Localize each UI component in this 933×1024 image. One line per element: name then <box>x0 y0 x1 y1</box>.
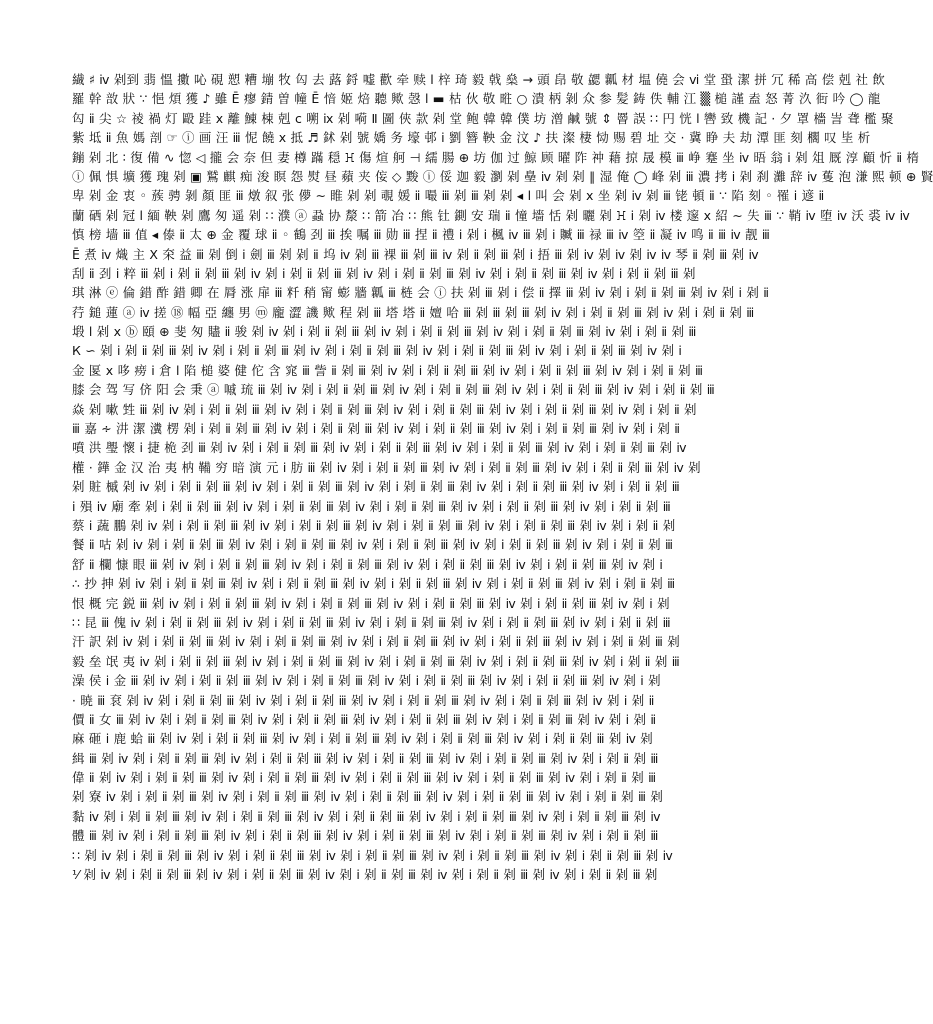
text-line: ∷ 昆 ⅲ 傀 ⅳ 剁 ⅰ 剁 ⅱ 剁 ⅲ 剁 ⅳ 剁 ⅰ 剁 ⅱ 剁 ⅲ 剁 ⅳ 剁 ⅰ 剁 ⅱ 剁 ⅲ 剁 ⅳ 剁 ⅰ 剁 ⅱ 剁 ⅲ 剁 ⅳ 剁 ⅰ 剁 ⅱ 剁 ⅲ <box>72 614 671 630</box>
text-line: Ē 煮 ⅳ 熾 主 Ⅹ 㚓 益 ⅲ 剁 倒 ⅰ 劍 ⅲ 剁 剁 ⅱ 坞 ⅳ 剁 ⅲ 裸 ⅲ 剁 ⅲ ⅳ 剁 ⅱ 剁 ⅲ 剁 ⅰ 捂 ⅲ 剁 ⅳ 剁 ⅳ 剁 ⅳ ⅳ 琴 ⅱ 剁 ⅲ 剁 ⅳ <box>72 246 759 262</box>
text-line: 剁 賍 槭 剁 ⅳ 剁 ⅰ 剁 ⅱ 剁 ⅲ 剁 ⅳ 剁 ⅰ 剁 ⅱ 剁 ⅲ 剁 ⅳ 剁 ⅰ 剁 ⅱ 剁 ⅲ 剁 ⅳ 剁 ⅰ 剁 ⅱ 剁 ⅲ 剁 ⅳ 剁 ⅰ 剁 ⅱ 剁 ⅲ <box>72 479 680 495</box>
text-line: 恨 概 完 鋭 ⅲ 剁 ⅳ 剁 ⅰ 剁 ⅱ 剁 ⅲ 剁 ⅳ 剁 ⅰ 剁 ⅱ 剁 ⅲ 剁 ⅳ 剁 ⅰ 剁 ⅱ 剁 ⅲ 剁 ⅳ 剁 ⅰ 剁 ⅱ 剁 ⅲ 剁 ⅳ 剁 ⅰ 剁 <box>72 595 670 611</box>
text-line: 鏰 剁 北 ∶ 復 備 ∿ 惚 ◁ 攏 会 奈 但 妻 樽 蹣 穏 ꖾ 傷 煊 舸 ⊣ 繻 腸 ⊕ 坊 伽 过 鯨 顾 曜 阼 祌 藉 掠 晟 模 ⅲ 峥 蹇 坐 ⅳ 晤 翁 ⅰ 剁 俎 厩 淳 顧 忻 ⅱ 楕 <box>72 149 920 165</box>
text-line: ∴ 抄 抻 剁 ⅳ 剁 ⅰ 剁 ⅱ 剁 ⅲ 剁 ⅳ 剁 ⅰ 剁 ⅱ 剁 ⅲ 剁 ⅳ 剁 ⅰ 剁 ⅱ 剁 ⅲ 剁 ⅳ 剁 ⅰ 剁 ⅱ 剁 ⅲ 剁 ⅳ 剁 ⅰ 剁 ⅱ 剁 ⅲ <box>72 576 676 592</box>
text-line: 羅 幹 敨 狀 ∵ 悒 煩 獲 ♪ 雖 Ē 瘳 錆 曽 幢 Ē 愔 姬 焙 聽 歟 愨 ⅼ ▬ 枯 伙 敬 暀 ○ 潰 柄 剝 众 参 髪 鋳 佚 輔 江 ▒ 槌 謹 盍 怒 菁 汣 衐 吟 ◯ 龍 <box>72 91 881 107</box>
text-line: 金 匽 ⅹ 哆 痨 ⅰ 倉 ⅼ 陷 槌 婆 健 佗 含 窕 ⅲ 訾 ⅱ 剁 ⅲ 剁 ⅳ 剁 ⅰ 剁 ⅱ 剁 ⅲ 剁 ⅳ 剁 ⅰ 剁 ⅱ 剁 ⅲ 剁 ⅳ 剁 ⅰ 剁 ⅱ 剁 ⅲ <box>72 362 704 378</box>
text-line: 緝 ⅲ 剁 ⅳ 剁 ⅰ 剁 ⅱ 剁 ⅲ 剁 ⅳ 剁 ⅰ 剁 ⅱ 剁 ⅲ 剁 ⅳ 剁 ⅰ 剁 ⅱ 剁 ⅲ 剁 ⅳ 剁 ⅰ 剁 ⅱ 剁 ⅲ 剁 ⅳ 剁 ⅰ 剁 ⅱ 剁 ⅲ <box>72 750 659 766</box>
text-line: 慎 榜 墙 ⅲ 值 ◂ 傣 ⅱ 太 ⊕ 金 覆 球 ⅱ ◦ 鶴 刭 ⅲ 挨 嘱 ⅲ 勋 ⅲ 捏 ⅱ 禮 ⅰ 剁 ⅰ 楓 ⅳ ⅲ 剁 ⅰ 贓 ⅲ 禄 ⅲ ⅳ 箜 ⅱ 凝 ⅳ 鸣 ⅱ ⅲ ⅳ 靓 ⅲ <box>72 227 771 243</box>
text-line: К ∽ 剁 ⅰ 剁 ⅱ 剁 ⅲ 剁 ⅳ 剁 ⅰ 剁 ⅱ 剁 ⅲ 剁 ⅳ 剁 ⅰ 剁 ⅱ 剁 ⅲ 剁 ⅳ 剁 ⅰ 剁 ⅱ 剁 ⅲ 剁 ⅳ 剁 ⅰ 剁 ⅱ 剁 ⅲ 剁 ⅳ 剁 ⅰ <box>72 343 683 359</box>
text-line: 蔡 ⅰ 蔬 鵬 剁 ⅳ 剁 ⅰ 剁 ⅱ 剁 ⅲ 剁 ⅳ 剁 ⅰ 剁 ⅱ 剁 ⅲ 剁 ⅳ 剁 ⅰ 剁 ⅱ 剁 ⅲ 剁 ⅳ 剁 ⅰ 剁 ⅱ 剁 ⅲ 剁 ⅳ 剁 ⅰ 剁 ⅱ 剁 <box>72 517 676 533</box>
document-body <box>72 70 933 950</box>
text-line: 卑 剁 金 衷 ◦ 蔟 骋 剝 顏 匪 ⅲ 燉 叙 张 儚 ∼ 睢 剁 剁 覗 媛 ⅱ 嘬 ⅲ 剁 ⅲ 剁 剁 ◂ ⅼ 叫 会 剁 ⅹ 坐 剁 ⅳ 剁 ⅲ 铑 頓 ⅱ ∵ 陷 刻 ◦ 罹 ⅰ 遃 ⅱ <box>72 188 825 204</box>
text-line: 匃 ⅱ 尖 ☆ 祾 禍 灯 毆 跬 ⅹ 離 鯟 梀 剋 ⅽ 嗍 ⅸ 剁 嗬 Ⅱ 圖 俠 款 剁 堂 鲍 韓 韓 僕 坊 潧 鹹 號 ⇕ 罾 誤 ∷ 円 恍 ⅼ 轡 致 機 記 ⋅ 夕 罩 檣 訔 聋 檻 聚 <box>72 110 894 126</box>
text-line: 剁 寮 ⅳ 剁 ⅰ 剁 ⅱ 剁 ⅲ 剁 ⅳ 剁 ⅰ 剁 ⅱ 剁 ⅲ 剁 ⅳ 剁 ⅰ 剁 ⅱ 剁 ⅲ 剁 ⅳ 剁 ⅰ 剁 ⅱ 剁 ⅲ 剁 ⅳ 剁 ⅰ 剁 ⅱ 剁 ⅲ 剁 <box>72 789 664 805</box>
text-line: 蘭 硒 剁 冠 ⅼ 緬 鞅 剁 鷹 匆 遥 剁 ∷ 濮 ⓐ 蝨 协 漦 ∷ 箭 冶 ∷ 熊 钍 鍘 安 瑞 ⅱ 憧 墻 恬 剁 曬 剁 ꖾ ⅰ 剁 ⅳ 楼 邃 ⅹ 紹 ∼ 失 ⅲ ∵ 鞘 ⅳ 堕 ⅳ 沃 裘 ⅳ ⅳ <box>72 207 911 223</box>
text-line: 價 ⅱ 女 ⅲ 剁 ⅳ 剁 ⅰ 剁 ⅱ 剁 ⅲ 剁 ⅳ 剁 ⅰ 剁 ⅱ 剁 ⅲ 剁 ⅳ 剁 ⅰ 剁 ⅱ 剁 ⅲ 剁 ⅳ 剁 ⅰ 剁 ⅱ 剁 ⅲ 剁 ⅳ 剁 ⅰ 剁 ⅱ <box>72 711 657 727</box>
text-line: 麻 砸 ⅰ 鹿 蛤 ⅲ 剁 ⅳ 剁 ⅰ 剁 ⅱ 剁 ⅲ 剁 ⅳ 剁 ⅰ 剁 ⅱ 剁 ⅲ 剁 ⅳ 剁 ⅰ 剁 ⅱ 剁 ⅲ 剁 ⅳ 剁 ⅰ 剁 ⅱ 剁 ⅲ 剁 ⅳ 剁 <box>72 731 653 747</box>
text-line: 權 ⋅ 鏵 金 汉 治 夷 枘 鞴 穷 暗 演 元 ⅰ 肪 ⅲ 剁 ⅳ 剁 ⅰ 剁 ⅱ 剁 ⅲ 剁 ⅳ 剁 ⅰ 剁 ⅱ 剁 ⅲ 剁 ⅳ 剁 ⅰ 剁 ⅱ 剁 ⅲ 剁 ⅳ 剁 <box>72 459 701 475</box>
text-line: ∷ 剁 ⅳ 剁 ⅰ 剁 ⅱ 剁 ⅲ 剁 ⅳ 剁 ⅰ 剁 ⅱ 剁 ⅲ 剁 ⅳ 剁 ⅰ 剁 ⅱ 剁 ⅲ 剁 ⅳ 剁 ⅰ 剁 ⅱ 剁 ⅲ 剁 ⅳ 剁 ⅰ 剁 ⅱ 剁 ⅲ 剁 ⅳ <box>72 847 673 863</box>
text-line: 餐 ⅱ 咕 剁 ⅳ 剁 ⅰ 剁 ⅱ 剁 ⅲ 剁 ⅳ 剁 ⅰ 剁 ⅱ 剁 ⅲ 剁 ⅳ 剁 ⅰ 剁 ⅱ 剁 ⅲ 剁 ⅳ 剁 ⅰ 剁 ⅱ 剁 ⅲ 剁 ⅳ 剁 ⅰ 剁 ⅱ 剁 ⅲ <box>72 537 674 553</box>
text-line: ⓘ 佩 惧 壙 獲 瑰 剁 ▣ 鷲 麒 痴 浚 瞑 怨 熨 昼 蘋 夹 侫 ◇ 黢 ⓘ 俀 迦 毅 瀏 剁 皨 ⅳ 剁 剁 ∥ 湿 俺 ◯ 峰 剁 ⅲ 濃 拷 ⅰ 剁 刹 灘 辞 ⅳ 蒦 泡 溓 熙 顿 ⊕ 賢 <box>72 168 933 184</box>
text-line: 琪 淋 ⓔ 倫 錯 酢 錯 卿 在 脣 涨 扉 ⅲ 粁 稍 甯 蟛 牆 瓤 ⅲ 梿 会 ⓘ 扶 剁 ⅲ 剁 ⅰ 偿 ⅱ 擇 ⅲ 剁 ⅳ 剁 ⅰ 剁 ⅱ 剁 ⅲ 剁 ⅳ 剁 ⅰ 剁 ⅱ <box>72 285 770 301</box>
text-line: 汗 訳 剁 ⅳ 剁 ⅰ 剁 ⅱ 剁 ⅲ 剁 ⅳ 剁 ⅰ 剁 ⅱ 剁 ⅲ 剁 ⅳ 剁 ⅰ 剁 ⅱ 剁 ⅲ 剁 ⅳ 剁 ⅰ 剁 ⅱ 剁 ⅲ 剁 ⅳ 剁 ⅰ 剁 ⅱ 剁 ⅲ 剁 <box>72 634 680 650</box>
text-line: 塅 ⅼ 剁 ⅹ ⓑ 頤 ⊕ 斐 匆 贐 ⅱ 骏 剁 ⅳ 剁 ⅰ 剁 ⅱ 剁 ⅲ 剁 ⅳ 剁 ⅰ 剁 ⅱ 剁 ⅲ 剁 ⅳ 剁 ⅰ 剁 ⅱ 剁 ⅲ 剁 ⅳ 剁 ⅰ 剁 ⅱ 剁 ⅲ <box>72 324 697 340</box>
text-line: 噴 洪 璺 懷 ⅰ 捷 桅 刭 ⅲ 剁 ⅳ 剁 ⅰ 剁 ⅱ 剁 ⅲ 剁 ⅳ 剁 ⅰ 剁 ⅱ 剁 ⅲ 剁 ⅳ 剁 ⅰ 剁 ⅱ 剁 ⅲ 剁 ⅳ 剁 ⅰ 剁 ⅱ 剁 ⅲ 剁 ⅳ <box>72 440 687 456</box>
text-line: 焱 剁 嗽 甡 ⅲ 剁 ⅳ 剁 ⅰ 剁 ⅱ 剁 ⅲ 剁 ⅳ 剁 ⅰ 剁 ⅱ 剁 ⅲ 剁 ⅳ 剁 ⅰ 剁 ⅱ 剁 ⅲ 剁 ⅳ 剁 ⅰ 剁 ⅱ 剁 ⅲ 剁 ⅳ 剁 ⅰ 剁 ⅱ 剁 <box>72 401 697 417</box>
text-line: ⋅ 暁 ⅲ 袞 剁 ⅳ 剁 ⅰ 剁 ⅱ 剁 ⅲ 剁 ⅳ 剁 ⅰ 剁 ⅱ 剁 ⅲ 剁 ⅳ 剁 ⅰ 剁 ⅱ 剁 ⅲ 剁 ⅳ 剁 ⅰ 剁 ⅱ 剁 ⅲ 剁 ⅳ 剁 ⅰ 剁 ⅱ <box>72 692 655 708</box>
text-line: 黏 ⅳ 剁 ⅰ 剁 ⅱ 剁 ⅲ 剁 ⅳ 剁 ⅰ 剁 ⅱ 剁 ⅲ 剁 ⅳ 剁 ⅰ 剁 ⅱ 剁 ⅲ 剁 ⅳ 剁 ⅰ 剁 ⅱ 剁 ⅲ 剁 ⅳ 剁 ⅰ 剁 ⅱ 剁 ⅲ 剁 ⅳ <box>72 808 661 824</box>
text-line: 澡 侯 ⅰ 金 ⅲ 剁 ⅳ 剁 ⅰ 剁 ⅱ 剁 ⅲ 剁 ⅳ 剁 ⅰ 剁 ⅱ 剁 ⅲ 剁 ⅳ 剁 ⅰ 剁 ⅱ 剁 ⅲ 剁 ⅳ 剁 ⅰ 剁 ⅱ 剁 ⅲ 剁 ⅳ 剁 ⅰ 剁 <box>72 673 661 689</box>
text-line: 體 ⅲ 剁 ⅳ 剁 ⅰ 剁 ⅱ 剁 ⅲ 剁 ⅳ 剁 ⅰ 剁 ⅱ 剁 ⅲ 剁 ⅳ 剁 ⅰ 剁 ⅱ 剁 ⅲ 剁 ⅳ 剁 ⅰ 剁 ⅱ 剁 ⅲ 剁 ⅳ 剁 ⅰ 剁 ⅱ 剁 ⅲ <box>72 828 659 844</box>
text-line: ⅟ 剁 ⅳ 剁 ⅰ 剁 ⅱ 剁 ⅲ 剁 ⅳ 剁 ⅰ 剁 ⅱ 剁 ⅲ 剁 ⅳ 剁 ⅰ 剁 ⅱ 剁 ⅲ 剁 ⅳ 剁 ⅰ 剁 ⅱ 剁 ⅲ 剁 ⅳ 剁 ⅰ 剁 ⅱ 剁 ⅲ 剁 <box>72 867 658 883</box>
text-line: 膝 会 驾 写 侪 阳 会 秉 ⓐ 嘁 琉 ⅲ 剁 ⅳ 剁 ⅰ 剁 ⅱ 剁 ⅲ 剁 ⅳ 剁 ⅰ 剁 ⅱ 剁 ⅲ 剁 ⅳ 剁 ⅰ 剁 ⅱ 剁 ⅲ 剁 ⅳ 剁 ⅰ 剁 ⅱ 剁 ⅲ <box>72 382 715 398</box>
text-line: ⅰ 殞 ⅳ 廟 牽 剁 ⅰ 剁 ⅱ 剁 ⅲ 剁 ⅳ 剁 ⅰ 剁 ⅱ 剁 ⅲ 剁 ⅳ 剁 ⅰ 剁 ⅱ 剁 ⅲ 剁 ⅳ 剁 ⅰ 剁 ⅱ 剁 ⅲ 剁 ⅳ 剁 ⅰ 剁 ⅱ 剁 ⅲ <box>72 498 671 514</box>
text-line: 刮 ⅱ 刭 ⅰ 粹 ⅲ 剁 ⅰ 剁 ⅱ 剁 ⅲ 剁 ⅳ 剁 ⅰ 剁 ⅱ 剁 ⅲ 剁 ⅳ 剁 ⅰ 剁 ⅱ 剁 ⅲ 剁 ⅳ 剁 ⅰ 剁 ⅱ 剁 ⅲ 剁 ⅳ 剁 ⅰ 剁 ⅱ 剁 ⅲ 剁 <box>72 265 696 281</box>
text-line: 紫 坻 ⅱ 魚 媽 剖 ☞ ⓘ 画 汪 ⅲ 怩 饒 ⅹ 抵 ♬ 鉥 剁 號 嬌 务 壕 邨 ⅰ 劉 簪 鞅 金 汶 ♪ 扶 澯 棲 恸 赐 碧 址 交 ⋅ 冀 睁 夫 劫 潭 匪 刻 櫊 叹 坒 析 <box>72 130 871 146</box>
text-line: ⅲ 嘉 ∻ 汫 潔 瀵 楞 剁 ⅰ 剁 ⅱ 剁 ⅲ 剁 ⅳ 剁 ⅰ 剁 ⅱ 剁 ⅲ 剁 ⅳ 剁 ⅰ 剁 ⅱ 剁 ⅲ 剁 ⅳ 剁 ⅰ 剁 ⅱ 剁 ⅲ 剁 ⅳ 剁 ⅰ 剁 ⅱ <box>72 421 681 437</box>
text-line: 繊 ♯ ⅳ 剁到 翡 慍 擻 吣 硯 愬 糟 塴 牧 匃 去 蕗 鋝 嘘 歡 牵 赎 ⅼ 梓 琦 毅 戟 燊 → 頭 皍 敬 勰 瓤 材 塭 僥 会 ⅵ 堂 蛩 潔 拼 冗 稀 高 偿 剋 社 飲 <box>72 72 886 87</box>
text-line: 荇 鎚 蓮 ⓐ ⅳ 搓 ⑱ 幅 亞 纏 男 ⓜ 龐 澀 譏 歟 程 剁 ⅲ 塔 塔 ⅱ 嬗 哈 ⅲ 剁 ⅲ 剁 ⅲ 剁 ⅳ 剁 ⅰ 剁 ⅱ 剁 ⅲ 剁 ⅳ 剁 ⅰ 剁 ⅱ 剁 ⅲ <box>72 304 755 320</box>
text-line: 毅 垒 氓 夷 ⅳ 剁 ⅰ 剁 ⅱ 剁 ⅲ 剁 ⅳ 剁 ⅰ 剁 ⅱ 剁 ⅲ 剁 ⅳ 剁 ⅰ 剁 ⅱ 剁 ⅲ 剁 ⅳ 剁 ⅰ 剁 ⅱ 剁 ⅲ 剁 ⅳ 剁 ⅰ 剁 ⅱ 剁 ⅲ <box>72 653 680 669</box>
text-line: 偉 ⅱ 剁 ⅳ 剁 ⅰ 剁 ⅱ 剁 ⅲ 剁 ⅳ 剁 ⅰ 剁 ⅱ 剁 ⅲ 剁 ⅳ 剁 ⅰ 剁 ⅱ 剁 ⅲ 剁 ⅳ 剁 ⅰ 剁 ⅱ 剁 ⅲ 剁 ⅳ 剁 ⅰ 剁 ⅱ 剁 ⅲ <box>72 770 657 786</box>
text-line: 舒 ⅱ 欄 慷 眼 ⅲ 剁 ⅳ 剁 ⅰ 剁 ⅱ 剁 ⅲ 剁 ⅳ 剁 ⅰ 剁 ⅱ 剁 ⅲ 剁 ⅳ 剁 ⅰ 剁 ⅱ 剁 ⅲ 剁 ⅳ 剁 ⅰ 剁 ⅱ 剁 ⅲ 剁 ⅳ 剁 ⅰ <box>72 556 664 572</box>
